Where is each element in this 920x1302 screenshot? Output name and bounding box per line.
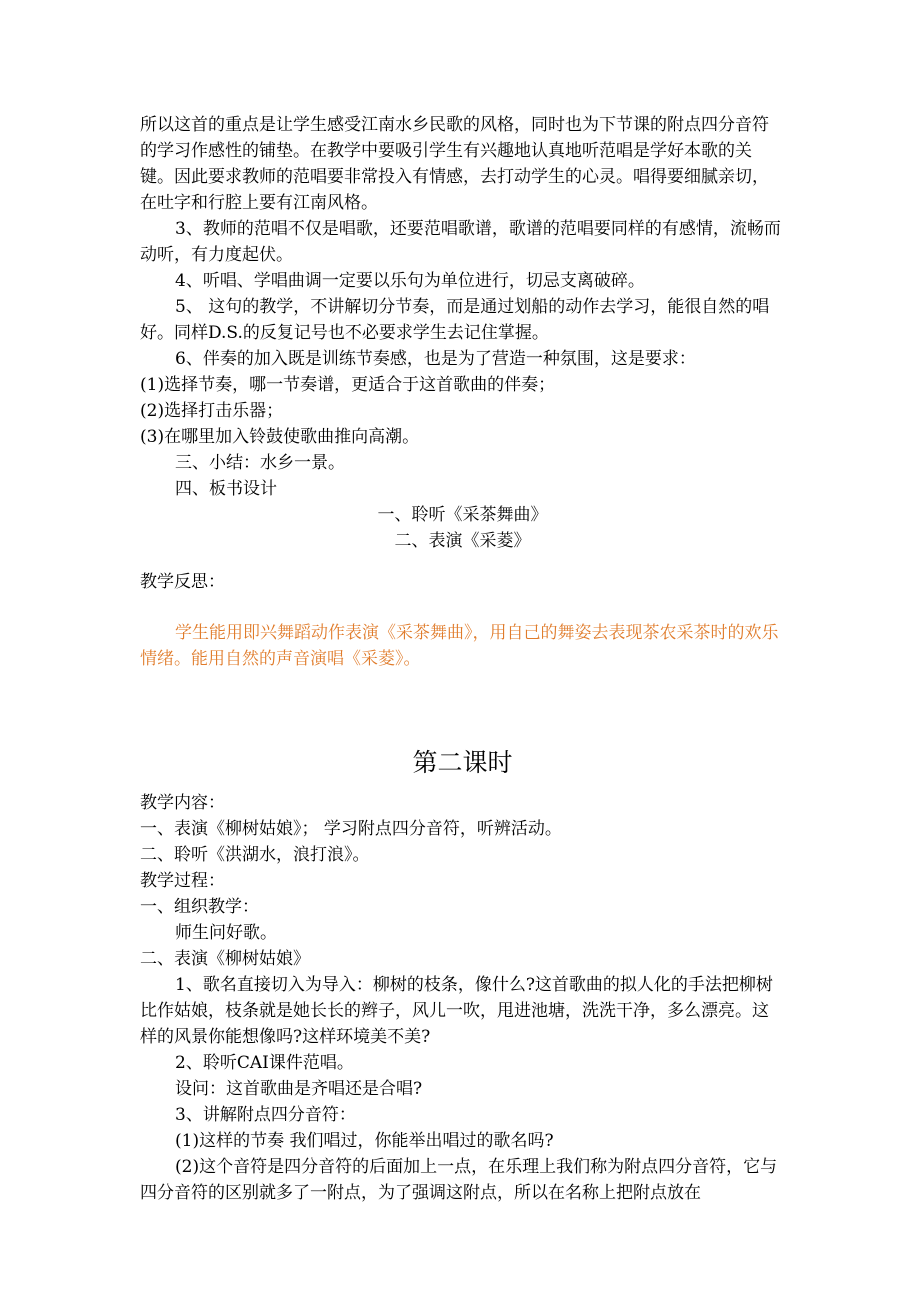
content-item-1: 一、表演《柳树姑娘》； 学习附点四分音符，听辨活动。 xyxy=(140,819,562,839)
sub-item-2: (2)选择打击乐器； xyxy=(140,401,284,421)
step-2: 二、表演《柳树姑娘》 xyxy=(140,949,310,969)
board-line-2: 二、表演《采菱》 xyxy=(394,531,531,551)
process-label: 教学过程： xyxy=(140,871,225,891)
point-1: 1、歌名直接切入为导入：柳树的枝条，像什么?这首歌曲的拟人化的手法把柳树比作姑娘，枝条就是她长长的辫子，风儿一吹，甩进池塘，洗洗干净，多么漂亮。这样的风景你能想像吗?这样环境美不美? xyxy=(140,975,773,1047)
lesson-two-title: 第二课时 xyxy=(412,748,513,777)
point-3-2: (2)这个音符是四分音符的后面加上一点，在乐理上我们称为附点四分音符，它与四分音符的区别就多了一附点，为了强调这附点，所以在名称上把附点放在 xyxy=(140,1157,778,1203)
sub-item-1: (1)选择节奏，哪一节奏谱，更适合于这首歌曲的伴奏； xyxy=(140,375,556,395)
lesson-two-body xyxy=(140,790,785,1206)
summary: 三、小结：水乡一景。 xyxy=(175,453,345,473)
reflection-text: 学生能用即兴舞蹈动作表演《采茶舞曲》，用自己的舞姿去表现茶农采茶时的欢乐情绪。能用自然的声音演唱《采菱》。 xyxy=(140,623,779,669)
item-3: 3、教师的范唱不仅是唱歌，还要范唱歌谱，歌谱的范唱要同样的有感情，流畅而动听，有力度起伏。 xyxy=(140,219,781,265)
point-3-1: (1)这样的节奏 我们唱过，你能举出唱过的歌名吗? xyxy=(175,1131,554,1151)
reflection-text-block xyxy=(140,620,785,672)
step-1-detail: 师生问好歌。 xyxy=(175,923,277,943)
point-2: 2、聆听CAI课件范唱。 xyxy=(175,1053,354,1073)
sub-item-3: (3)在哪里加入铃鼓使歌曲推向高潮。 xyxy=(140,427,420,447)
board-line-1: 一、聆听《采茶舞曲》 xyxy=(377,505,548,525)
content-item-2: 二、聆听《洪湖水，浪打浪》。 xyxy=(140,845,370,865)
board-design-heading: 四、板书设计 xyxy=(175,479,277,499)
section-one xyxy=(140,112,785,554)
content-label: 教学内容： xyxy=(140,793,225,813)
point-2-question: 设问：这首歌曲是齐唱还是合唱? xyxy=(175,1079,423,1099)
reflection-label: 教学反思： xyxy=(140,572,225,592)
item-4: 4、听唱、学唱曲调一定要以乐句为单位进行，切忌支离破碎。 xyxy=(175,271,645,291)
step-1: 一、组织教学： xyxy=(140,897,259,917)
reflection-label-block xyxy=(140,569,785,595)
paragraph-intro: 所以这首的重点是让学生感受江南水乡民歌的风格，同时也为下节课的附点四分音符的学习作感性的铺垫。在教学中要吸引学生有兴趣地认真地听范唱是学好本歌的关键。因此要求教师的范唱要非常投入有情感，去打动学生的心灵。唱得要细腻亲切，在吐字和行腔上要有江南风格。 xyxy=(140,115,769,213)
point-3: 3、讲解附点四分音符： xyxy=(175,1105,356,1125)
item-5: 5、 这句的教学，不讲解切分节奏，而是通过划船的动作去学习，能很自然的唱好。同样D.S.的反复记号也不必要求学生去记住掌握。 xyxy=(140,297,770,343)
item-6: 6、伴奏的加入既是训练节奏感，也是为了营造一种氛围，这是要求： xyxy=(175,349,696,369)
